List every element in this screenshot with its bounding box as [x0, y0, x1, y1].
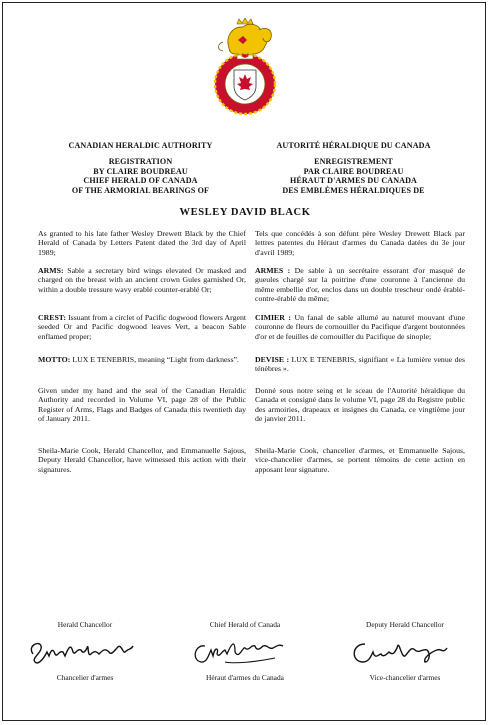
handwritten-signature-icon [185, 632, 305, 670]
witness-en: Sheila-Marie Cook, Herald Chancellor, and Emmanuelle Sajous, Deputy Herald Chancellor, have witnessed this action with their signatures. [38, 446, 246, 474]
handwritten-signature-icon [25, 632, 145, 670]
arms-label-fr: ARMES : [255, 266, 291, 275]
given-en: Given under my hand and the seal of the Canadian Heraldic Authority and recorded in Volume VI, page 28 of the Public Register of Arms, Flags and Badges of Canada this twentieth day of January 2011. [38, 386, 246, 424]
motto-label-en: MOTTO: [38, 355, 71, 364]
heraldic-authority-emblem-icon [207, 18, 283, 122]
motto-text-fr: LUX E TENEBRIS, signifiant « La lumière venue des ténèbres ». [255, 355, 465, 374]
signature-title-fr: Chancelier d'armes [56, 673, 114, 682]
crest-text-fr: Un fanal de sable allumé au naturel mouvant d'une couronne de fleurs de cornouiller du Pacifique d'argent boutonnées d'or et de feuilles de cornouiller du Pacifique de sinople; [255, 313, 466, 341]
registrar-title-fr: HÉRAUT D'ARMES DU CANADA [289, 176, 418, 186]
crest-label-fr: CIMIER : [255, 313, 291, 322]
registrar-en: BY CLAIRE BOUDREAU [93, 166, 188, 176]
motto-paragraph-fr [255, 355, 465, 374]
motto-paragraph-en [38, 355, 246, 364]
intro-fr: Tels que concédés à son défunt père Wesley Drewett Black par lettres patentes du Héraut d'armes du Canada datées du 3e jour d'avril 1989; [255, 229, 465, 257]
arms-paragraph-en [38, 266, 246, 294]
signature-title-en: Herald Chancellor [57, 620, 113, 629]
crest-paragraph-fr [255, 313, 465, 341]
crest-paragraph-en [38, 313, 246, 341]
witness-fr: Sheila-Marie Cook, chancelier d'armes, et Emmanuelle Sajous, vice-chancelier d'armes, se portent témoins de cette action en apposant leur signature. [255, 446, 465, 474]
french-header [251, 141, 456, 195]
motto-label-fr: DEVISE : [255, 355, 290, 364]
arms-paragraph-fr [255, 266, 465, 304]
registrar-title-en: CHIEF HERALD OF CANADA [83, 176, 198, 186]
recipient-name: WESLEY DAVID BLACK [179, 207, 311, 218]
intro-en: As granted to his late father Wesley Drewett Black by the Chief Herald of Canada by Letters Patent dated the 3rd day of April 1989; [38, 229, 246, 257]
arms-text-en: Sable a secretary bird wings elevated Or masked and charged on the breast with an ancient crown Gules garnished Or, within a double tressure wavy erablé counter-erablé Or; [38, 266, 246, 294]
arms-text-fr: De sable à un secrétaire essorant d'or masqué de gueules chargé sur la poitrine d'une couronne à l'ancienne du même embellie d'or, enclos dans un double trescheur ondé érablé-contre-érablé du même; [255, 266, 465, 304]
signature-title-en: Chief Herald of Canada [209, 620, 281, 629]
given-fr: Donné sous notre seing et le sceau de l'Autorité héraldique du Canada et consigné dans le volume VI, page 28 du Registre public des armoiries, drapeaux et insignes du Canada, ce vingtième jour de janvier 2011. [255, 386, 465, 424]
authority-name-fr: AUTORITÉ HÉRALDIQUE DU CANADA [276, 141, 431, 150]
bearings-of-en: OF THE ARMORIAL BEARINGS OF [71, 185, 210, 195]
registration-title-en: REGISTRATION [108, 157, 173, 167]
signature-title-fr: Vice-chancelier d'armes [369, 673, 441, 682]
motto-text-en: LUX E TENEBRIS, meaning “Light from darkness”. [72, 355, 239, 364]
signature-title-fr: Héraut d'armes du Canada [206, 673, 284, 682]
registrar-fr: PAR CLAIRE BOUDREAU [303, 166, 404, 176]
registration-title-fr: ENREGISTREMENT [314, 157, 393, 167]
english-header [38, 141, 243, 195]
arms-label-en: ARMS: [38, 266, 64, 275]
handwritten-signature-icon [345, 632, 465, 670]
bearings-of-fr: DES EMBLÈMES HÉRALDIQUES DE [282, 185, 425, 195]
crest-text-en: Issuant from a circlet of Pacific dogwood flowers Argent seeded Or and Pacific dogwood leaves Vert, a beacon Sable enflamed proper; [38, 313, 247, 341]
crest-label-en: CREST: [38, 313, 67, 322]
signature-title-en: Deputy Herald Chancellor [366, 620, 444, 629]
authority-name-en: CANADIAN HERALDIC AUTHORITY [68, 141, 213, 150]
